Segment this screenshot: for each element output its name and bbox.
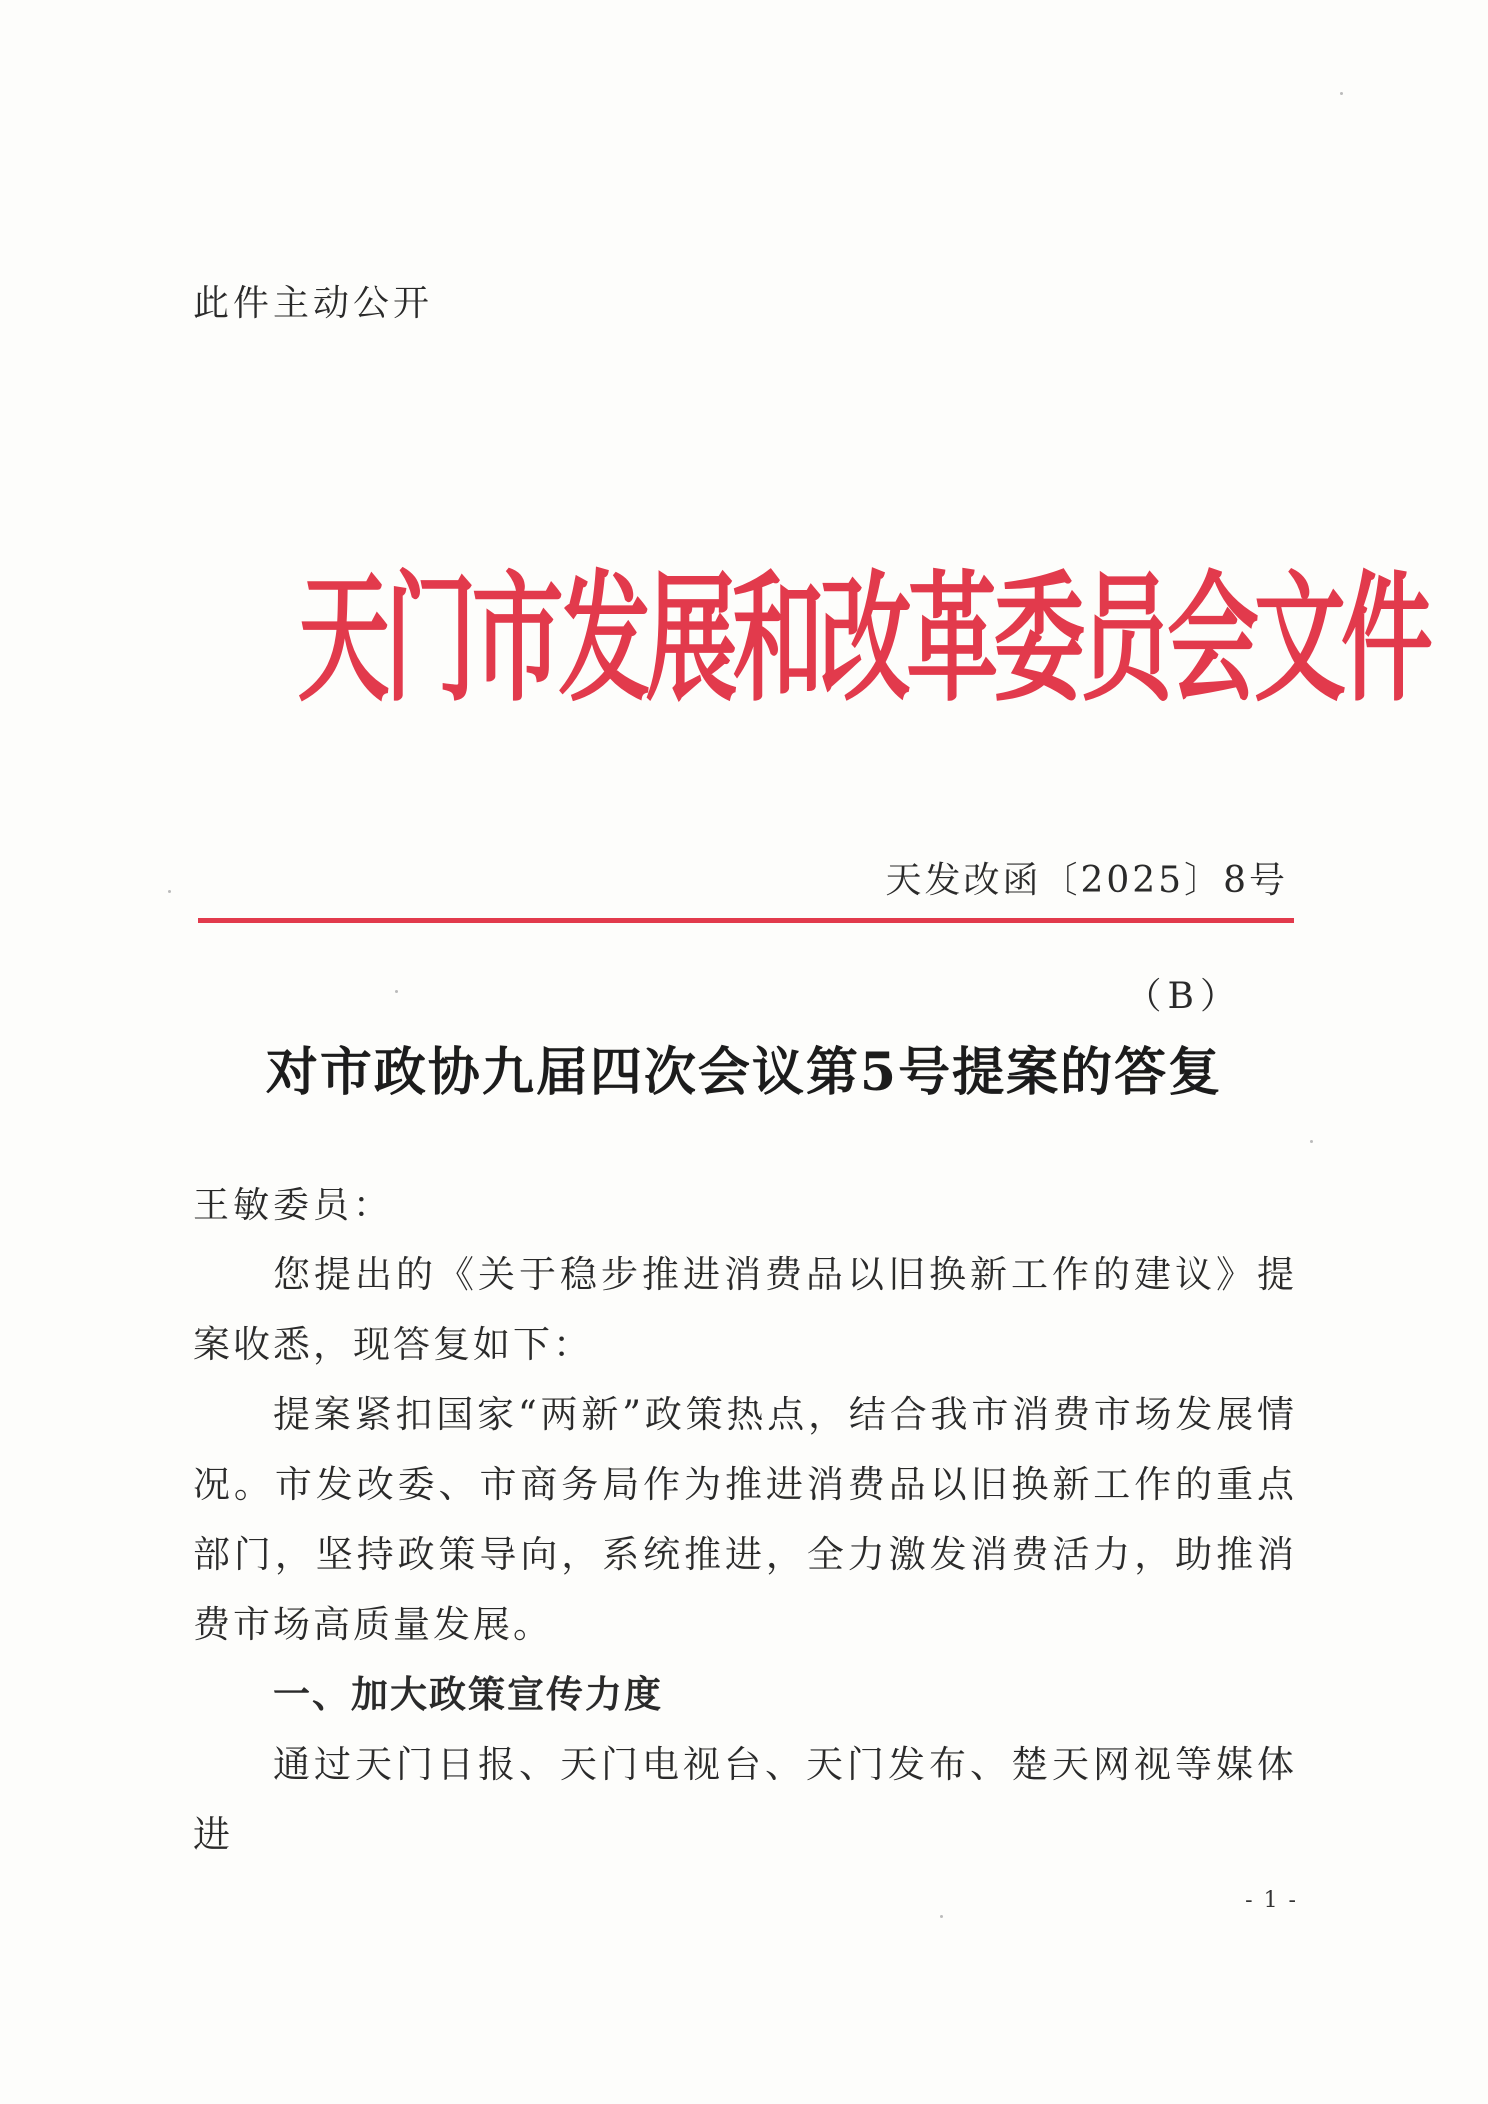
scan-speck [168, 890, 171, 893]
masthead-title: 天门市发展和改革委员会文件 [297, 558, 1428, 722]
body-paragraph: 您提出的《关于稳步推进消费品以旧换新工作的建议》提案收悉，现答复如下： [193, 1253, 1297, 1366]
page-number: - 1 - [1245, 1888, 1298, 1913]
body-paragraph: 提案紧扣国家“两新”政策热点，结合我市消费市场发展情况。市发改委、市商务局作为推进消费品以旧换新工作的重点部门，坚持政策导向，系统推进，全力激发消费活力，助推消费市场高质量发展。 [193, 1393, 1297, 1646]
scan-speck [1310, 1140, 1313, 1143]
disclosure-notice: 此件主动公开 [193, 283, 434, 324]
body-paragraph: 通过天门日报、天门电视台、天门发布、楚天网视等媒体进 [193, 1743, 1297, 1856]
document-title: 对市政协九届四次会议第5号提案的答复 [265, 1042, 1223, 1103]
disclosure-category: （B） [1125, 976, 1242, 1017]
scan-speck [1340, 92, 1343, 95]
document-body [193, 1240, 1297, 1870]
red-divider-line [198, 918, 1294, 923]
scan-speck [940, 1915, 943, 1918]
document-number: 天发改函〔2025〕8号 [885, 860, 1288, 901]
scan-speck [395, 990, 398, 993]
section-heading: 一、加大政策宣传力度 [273, 1673, 663, 1716]
salutation: 王敏委员： [193, 1185, 394, 1226]
